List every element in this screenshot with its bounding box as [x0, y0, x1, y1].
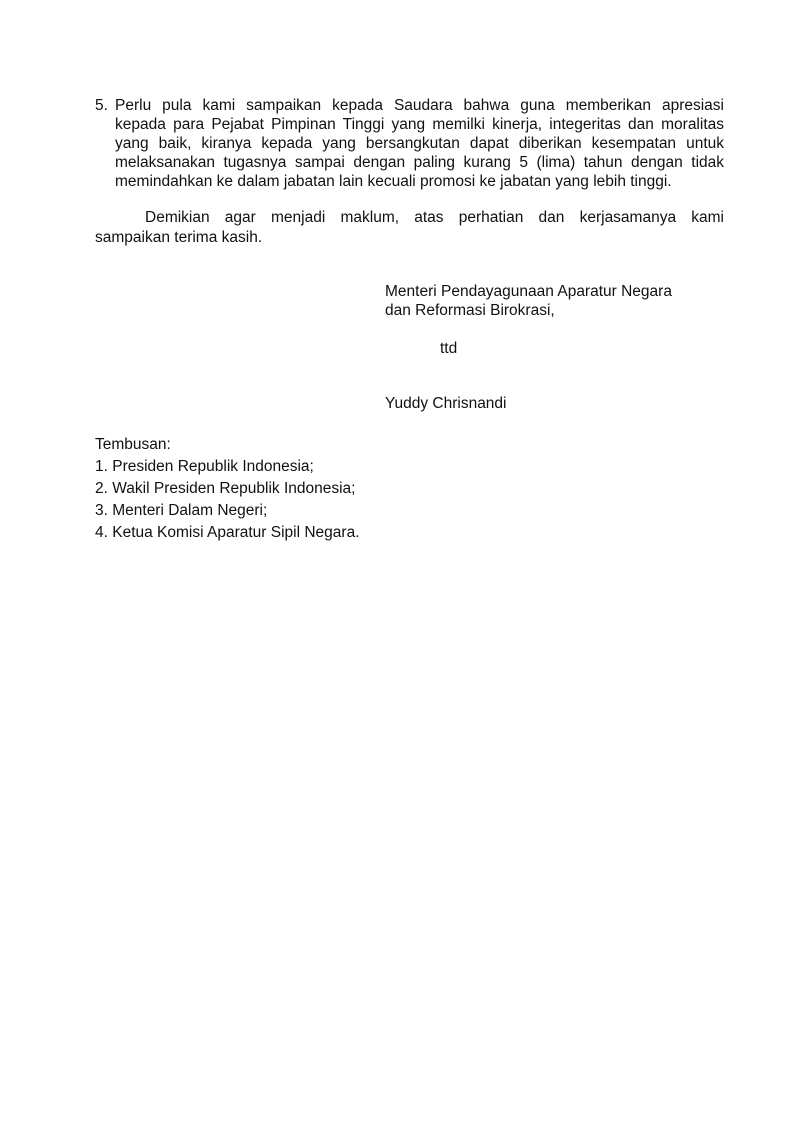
item-5-line: kepada para Pejabat Pimpinan Tinggi yang memilki kinerja, integeritas dan moralitas: [115, 116, 724, 133]
signatory-title: Menteri Pendayagunaan Aparatur Negara: [385, 283, 672, 300]
item-5-line: yang baik, kiranya kepada yang bersangkutan dapat diberikan kesempatan untuk: [115, 135, 724, 152]
item-5-line: Perlu pula kami sampaikan kepada Saudara bahwa guna memberikan apresiasi: [115, 97, 724, 114]
tembusan-list: [95, 456, 360, 544]
tembusan-section: [95, 434, 360, 544]
item-number: 5.: [95, 97, 108, 114]
tembusan-heading: Tembusan:: [95, 436, 171, 453]
closing-line: sampaikan terima kasih.: [95, 229, 263, 246]
list-item: 1. Presiden Republik Indonesia;: [95, 458, 314, 475]
list-item: 3. Menteri Dalam Negeri;: [95, 502, 268, 519]
list-item: 2. Wakil Presiden Republik Indonesia;: [95, 480, 356, 497]
signatory-name: Yuddy Chrisnandi: [385, 395, 507, 412]
item-5-line: melaksanakan tugasnya sampai dengan paling kurang 5 (lima) tahun dengan tidak: [115, 154, 724, 171]
item-5-line: memindahkan ke dalam jabatan lain kecuali promosi ke jabatan yang lebih tinggi.: [115, 173, 672, 190]
ttd-mark: ttd: [440, 340, 458, 357]
list-item: 4. Ketua Komisi Aparatur Sipil Negara.: [95, 524, 360, 541]
closing-line: Demikian agar menjadi maklum, atas perhatian dan kerjasamanya kami: [145, 209, 724, 226]
signatory-title: dan Reformasi Birokrasi,: [385, 302, 555, 319]
